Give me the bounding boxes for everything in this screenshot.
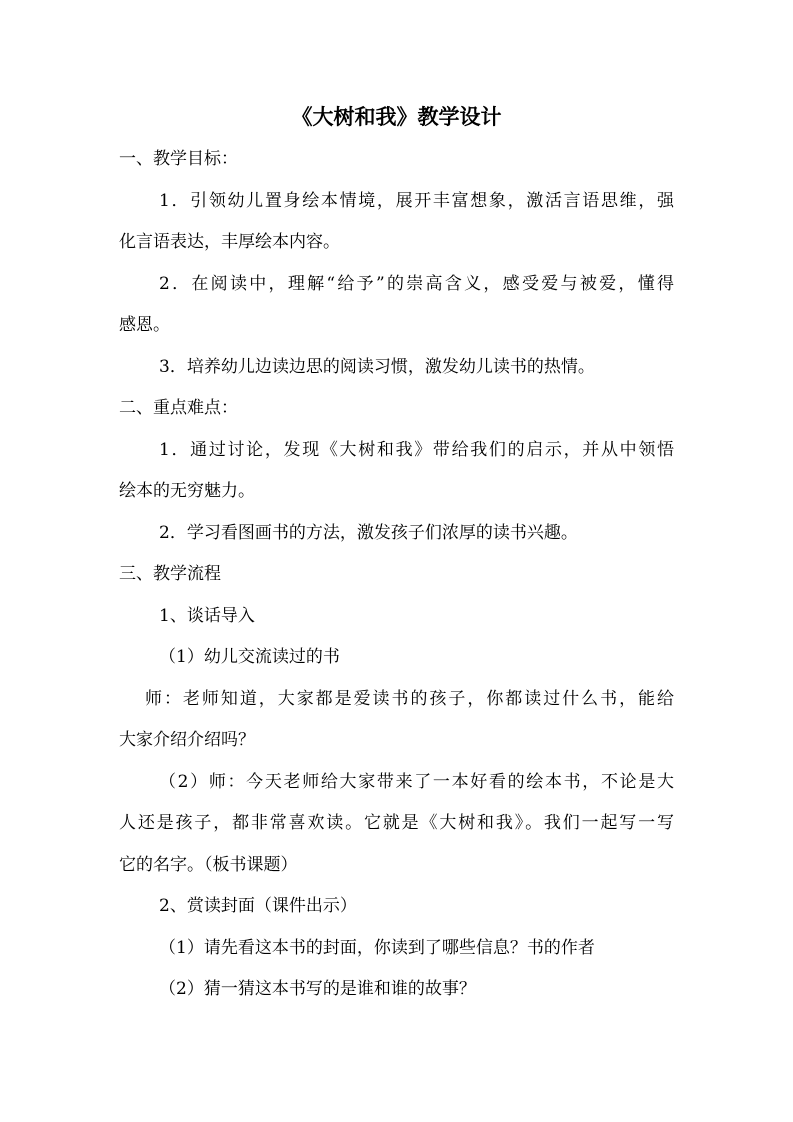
key-point-2: 2．学习看图画书的方法，激发孩子们浓厚的读书兴趣。 [159, 523, 578, 543]
objective-2-line-1: 2．在阅读中，理解“给予”的崇高含义，感受爱与被爱，懂得 [159, 274, 674, 294]
section-heading-key-points: 二、重点难点： [119, 398, 238, 418]
step-2-sub-2: （2）猜一猜这本书写的是谁和谁的故事？ [159, 979, 476, 999]
key-point-1-line-2: 绘本的无穷魅力。 [119, 481, 255, 501]
key-point-1-line-1: 1．通过讨论，发现《大树和我》带给我们的启示，并从中领悟 [159, 440, 674, 460]
step-2-sub-1: （1）请先看这本书的封面，你读到了哪些信息？书的作者 [159, 938, 595, 958]
objective-2-line-2: 感恩。 [119, 315, 170, 335]
section-heading-objectives: 一、教学目标： [119, 149, 238, 169]
step-2-heading: 2、赏读封面（课件出示） [159, 896, 357, 916]
step-1-sub-2-line-3: 它的名字。（板书课题） [119, 855, 298, 875]
step-1-para-1-line-1: 师：老师知道，大家都是爱读书的孩子，你都读过什么书，能给 [145, 689, 674, 709]
step-1-para-1-line-2: 大家介绍介绍吗？ [119, 730, 255, 750]
objective-1-line-1: 1．引领幼儿置身绘本情境，展开丰富想象，激活言语思维，强 [159, 191, 674, 211]
step-1-sub-1: （1）幼儿交流读过的书 [159, 647, 340, 667]
document-title: 《大树和我》教学设计 [291, 105, 502, 129]
step-1-heading: 1、谈话导入 [159, 606, 255, 626]
step-1-sub-2-line-2: 人还是孩子，都非常喜欢读。它就是《大树和我》。我们一起写一写 [119, 813, 674, 833]
objective-3: 3．培养幼儿边读边思的阅读习惯，激发幼儿读书的热情。 [159, 357, 595, 377]
step-1-sub-2-line-1: （2）师：今天老师给大家带来了一本好看的绘本书，不论是大 [159, 772, 674, 792]
section-heading-process: 三、教学流程 [119, 564, 221, 584]
objective-1-line-2: 化言语表达，丰厚绘本内容。 [119, 232, 340, 252]
